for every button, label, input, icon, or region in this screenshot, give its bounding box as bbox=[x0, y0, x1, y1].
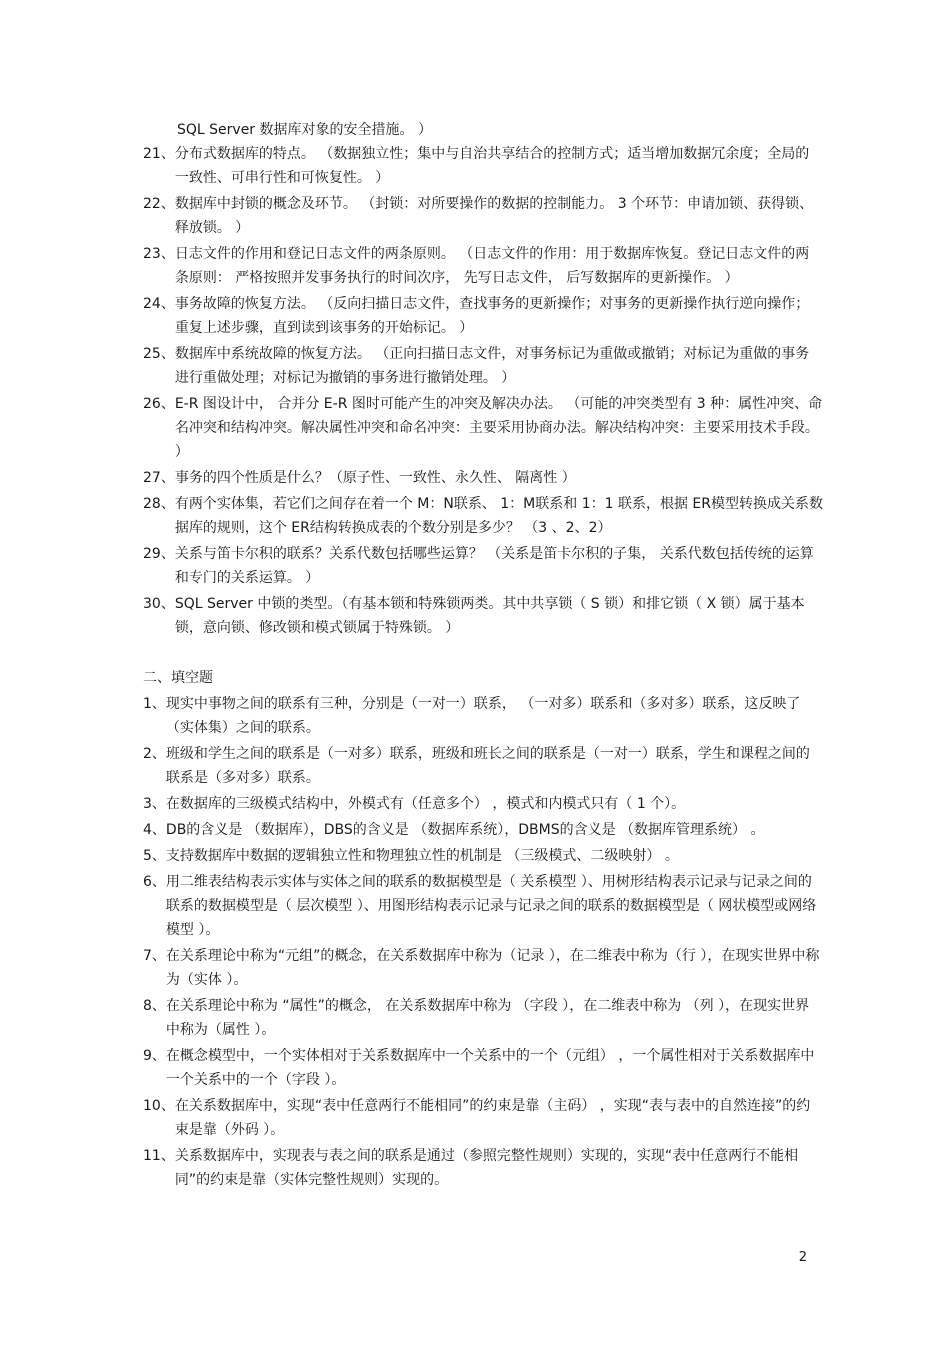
short-answer-item bbox=[143, 392, 823, 464]
question-number: 24、 bbox=[143, 296, 175, 312]
question-text: E-R 图设计中， 合并分 E-R 图时可能产生的冲突及解决办法。 （可能的冲突类型有 3 种：属性冲突、命名冲突和结构冲突。解决属性冲突和命名冲突：主要采用协商办法。解决结构冲突：主要采用技术手段。 ） bbox=[174, 396, 823, 460]
question-text: 支持数据库中数据的逻辑独立性和物理独立性的机制是 （三级模式、二级映射） 。 bbox=[165, 848, 679, 864]
question-number: 1、 bbox=[143, 696, 166, 712]
question-number: 23、 bbox=[143, 246, 175, 262]
question-text: 关系数据库中，实现表与表之间的联系是通过（参照完整性规则）实现的，实现“表中任意两行不能相同”的约束是靠（实体完整性规则）实现的。 bbox=[174, 1148, 799, 1188]
short-answer-item bbox=[143, 542, 823, 590]
fill-blank-item bbox=[143, 870, 823, 942]
fill-blank-item bbox=[143, 944, 823, 992]
fill-blank-item bbox=[143, 844, 823, 868]
question-number: 25、 bbox=[143, 346, 175, 362]
question-number: 11、 bbox=[143, 1148, 175, 1164]
section-title-fill-blanks: 二、填空题 bbox=[143, 670, 213, 686]
question-text: 现实中事物之间的联系有三种，分别是（一对一）联系， （一对多）联系和（多对多）联系，这反映了（实体集）之间的联系。 bbox=[165, 696, 801, 736]
short-answer-item bbox=[143, 342, 823, 390]
question-text: 在关系数据库中，实现“表中任意两行不能相同”的约束是靠（主码） ，实现“表与表中的自然连接”的约束是靠（外码 ）。 bbox=[174, 1098, 811, 1138]
short-answer-item bbox=[143, 292, 823, 340]
question-text: 数据库中封锁的概念及环节。 （封锁：对所要操作的数据的控制能力。 3 个环节：申请加锁、获得锁、释放锁。 ） bbox=[174, 196, 814, 236]
short-answer-item bbox=[143, 142, 823, 190]
question-text: 日志文件的作用和登记日志文件的两条原则。 （日志文件的作用：用于数据库恢复。登记日志文件的两条原则： 严格按照并发事务执行的时间次序， 先写日志文件， 后写数据库的更新操作。 ） bbox=[174, 246, 810, 286]
question-text: 在关系理论中称为 “属性”的概念， 在关系数据库中称为 （字段 ），在二维表中称为 （列 ），在现实世界中称为（属性 ）。 bbox=[165, 998, 810, 1038]
fill-blank-item bbox=[143, 1044, 823, 1092]
question-number: 10、 bbox=[143, 1098, 175, 1114]
fill-blank-item bbox=[143, 742, 823, 790]
question-text: 数据库中系统故障的恢复方法。 （正向扫描日志文件，对事务标记为重做或撤销；对标记为重做的事务进行重做处理；对标记为撤销的事务进行撤销处理。 ） bbox=[174, 346, 810, 386]
question-text: 在关系理论中称为“元组”的概念，在关系数据库中称为（记录 ），在二维表中称为（行 ），在现实世界中称为（实体 ）。 bbox=[165, 948, 820, 988]
question-number: 6、 bbox=[143, 874, 166, 890]
question-text: 有两个实体集，若它们之间存在着一个 M：N联系、 1：M联系和 1：1 联系，根据 ER模型转换成关系数据库的规则，这个 ER结构转换成表的个数分别是多少？ （3 、2、2） bbox=[174, 496, 824, 536]
question-number: 7、 bbox=[143, 948, 166, 964]
page-content bbox=[143, 118, 823, 1194]
question-number: 21、 bbox=[143, 146, 175, 162]
short-answer-list bbox=[143, 142, 823, 640]
question-text: SQL Server 中锁的类型。（有基本锁和特殊锁两类。其中共享锁（ S 锁）和排它锁（ X 锁）属于基本锁，意向锁、修改锁和模式锁属于特殊锁。 ） bbox=[174, 596, 805, 636]
short-answer-item bbox=[143, 192, 823, 240]
fill-blank-item bbox=[143, 1094, 823, 1142]
question-text: 事务故障的恢复方法。 （反向扫描日志文件，查找事务的更新操作；对事务的更新操作执行逆向操作；重复上述步骤，直到读到该事务的开始标记。 ） bbox=[174, 296, 810, 336]
fill-blank-item bbox=[143, 1144, 823, 1192]
short-answer-item bbox=[143, 492, 823, 540]
question-text: 在概念模型中，一个实体相对于关系数据库中一个关系中的一个（元组） ，一个属性相对于关系数据库中一个关系中的一个（字段 ）。 bbox=[165, 1048, 815, 1088]
question-text: 分布式数据库的特点。 （数据独立性；集中与自治共享结合的控制方式；适当增加数据冗余度；全局的一致性、可串行性和可恢复性。 ） bbox=[174, 146, 810, 186]
fill-blank-item bbox=[143, 818, 823, 842]
question-number: 3、 bbox=[143, 796, 166, 812]
question-number: 22、 bbox=[143, 196, 175, 212]
question-text: 在数据库的三级模式结构中，外模式有（任意多个） ，模式和内模式只有（ 1 个）。 bbox=[165, 796, 686, 812]
fill-blank-list bbox=[143, 692, 823, 1192]
fill-blank-item bbox=[143, 994, 823, 1042]
page-number: 2 bbox=[798, 1250, 807, 1265]
question-number: 9、 bbox=[143, 1048, 166, 1064]
question-number: 28、 bbox=[143, 496, 175, 512]
fill-blank-item bbox=[143, 692, 823, 740]
question-number: 5、 bbox=[143, 848, 166, 864]
question-number: 27、 bbox=[143, 470, 175, 486]
question-text: 班级和学生之间的联系是（一对多）联系，班级和班长之间的联系是（一对一）联系，学生和课程之间的联系是（多对多）联系。 bbox=[165, 746, 810, 786]
short-answer-item bbox=[143, 242, 823, 290]
question-number: 8、 bbox=[143, 998, 166, 1014]
question-text: DB的含义是 （数据库），DBS的含义是 （数据库系统），DBMS的含义是 （数据库管理系统） 。 bbox=[165, 822, 765, 838]
question-text: 用二维表结构表示实体与实体之间的联系的数据模型是（ 关系模型 ）、用树形结构表示记录与记录之间的联系的数据模型是（ 层次模型 ）、用图形结构表示记录与记录之间的联系的数据模型是（ 网状模型或网络模型 ）。 bbox=[165, 874, 817, 938]
fill-blank-item bbox=[143, 792, 823, 816]
question-text: 关系与笛卡尔积的联系？关系代数包括哪些运算？ （关系是笛卡尔积的子集， 关系代数包括传统的运算和专门的关系运算。 ） bbox=[174, 546, 814, 586]
question-number: 30、 bbox=[143, 596, 175, 612]
question-number: 4、 bbox=[143, 822, 166, 838]
question-number: 2、 bbox=[143, 746, 166, 762]
question-number: 29、 bbox=[143, 546, 175, 562]
question-text: 事务的四个性质是什么？（原子性、一致性、永久性、 隔离性 ） bbox=[174, 470, 576, 486]
short-answer-item bbox=[143, 592, 823, 640]
question-number: 26、 bbox=[143, 396, 175, 412]
short-answer-item bbox=[143, 466, 823, 490]
continuation-line: SQL Server 数据库对象的安全措施。 ） bbox=[177, 122, 432, 138]
